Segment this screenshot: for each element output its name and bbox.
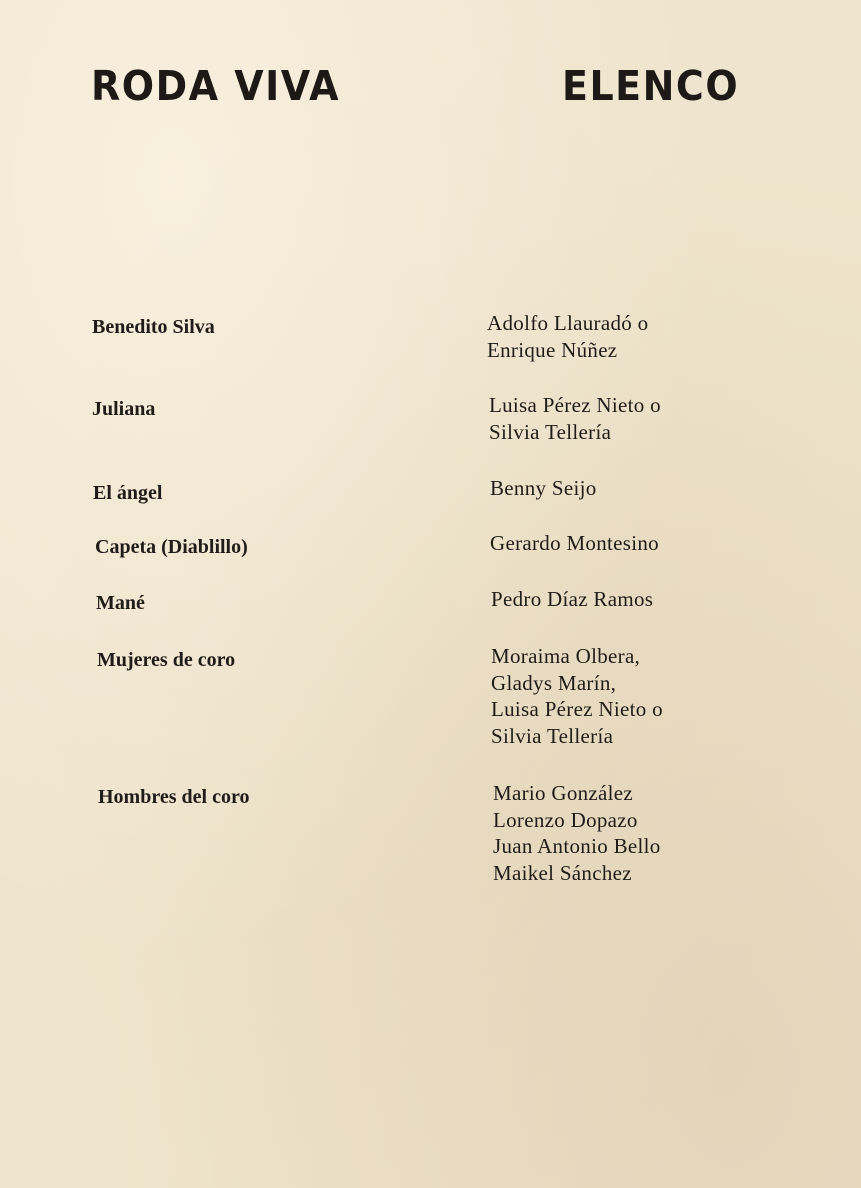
actor-name: Benny Seijo: [490, 476, 597, 500]
actor-list: [487, 310, 648, 363]
cast-heading: ELENCO: [562, 62, 740, 110]
actor-name: Maikel Sánchez: [493, 860, 632, 885]
actor-name: Luisa Pérez Nieto o: [489, 393, 661, 417]
actor-name: Mario González: [493, 781, 634, 805]
actor-list: [490, 530, 659, 557]
role-name: Mané: [96, 592, 145, 614]
actor-name: Silvia Tellería: [491, 723, 614, 748]
actor-list: [493, 780, 661, 886]
actor-name: Moraima Olbera,: [491, 644, 641, 668]
role-name: Mujeres de coro: [97, 649, 236, 671]
actor-list: [489, 392, 661, 445]
actor-name: Adolfo Llauradó o: [487, 311, 649, 335]
role-name: Juliana: [92, 398, 156, 420]
role-name: El ángel: [93, 482, 163, 504]
actor-name: Pedro Díaz Ramos: [491, 587, 654, 611]
actor-name: Lorenzo Dopazo: [493, 807, 638, 832]
actor-name: Gladys Marín,: [491, 670, 617, 695]
actor-name: Gerardo Montesino: [490, 531, 659, 555]
actor-name: Silvia Tellería: [489, 419, 612, 444]
role-name: Hombres del coro: [98, 786, 250, 808]
play-title: RODA VIVA: [91, 62, 341, 110]
role-name: Capeta (Diablillo): [95, 536, 248, 558]
actor-name: Luisa Pérez Nieto o: [491, 697, 663, 721]
actor-list: [491, 643, 663, 749]
actor-list: [491, 586, 653, 613]
actor-name: Juan Antonio Bello: [493, 834, 661, 858]
actor-name: Enrique Núñez: [487, 337, 618, 362]
role-name: Benedito Silva: [92, 316, 215, 338]
actor-list: [490, 475, 597, 502]
